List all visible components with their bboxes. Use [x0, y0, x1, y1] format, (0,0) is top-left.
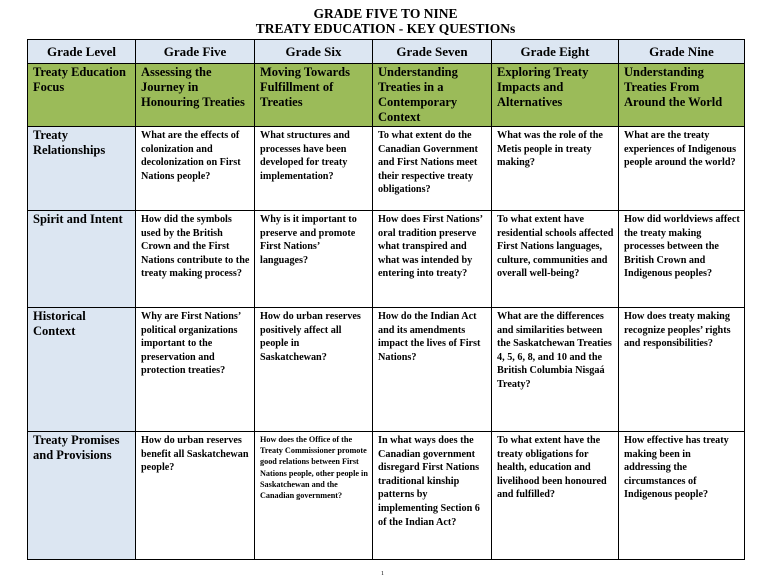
header-grade-nine: Grade Nine [619, 40, 745, 64]
table-cell: Moving Towards Fulfillment of Treaties [255, 64, 373, 127]
table-cell: To what extent have residential schools affected First Nations languages, culture, communities and overall well-being? [492, 211, 619, 308]
header-grade-five: Grade Five [136, 40, 255, 64]
table-cell: What are the treaty experiences of Indigenous people around the world? [619, 127, 745, 211]
table-cell: How does First Nations’ oral tradition preserve what transpired and what was intended by entering into treaty? [373, 211, 492, 308]
table-cell: Understanding Treaties in a Contemporary Context [373, 64, 492, 127]
table-cell: How did worldviews affect the treaty making processes between the British Crown and Indigenous peoples? [619, 211, 745, 308]
table-cell: To what extent have the treaty obligations for health, education and livelihood been honoured and fulfilled? [492, 432, 619, 560]
row-label: Treaty Relationships [28, 127, 136, 211]
table-cell: Understanding Treaties From Around the World [619, 64, 745, 127]
table-cell: How do urban reserves positively affect all people in Saskatchewan? [255, 308, 373, 432]
table-cell: Why are First Nations’ political organizations important to the preservation and protection treaties? [136, 308, 255, 432]
header-row [28, 40, 745, 64]
table-cell: What are the differences and similarities between the Saskatchewan Treaties 4, 5, 6, 8, and 10 and the British Columbia Nisgaá Treaty? [492, 308, 619, 432]
page-subtitle: TREATY EDUCATION - KEY QUESTIONs [255, 21, 516, 36]
row-label: Treaty Promises and Provisions [28, 432, 136, 560]
table-cell: How does treaty making recognize peoples’ rights and responsibilities? [619, 308, 745, 432]
row-spirit-and-intent [28, 211, 745, 308]
row-treaty-relationships [28, 127, 745, 211]
table-cell: What are the effects of colonization and decolonization on First Nations people? [136, 127, 255, 211]
row-historical-context [28, 308, 745, 432]
row-label: Treaty Education Focus [28, 64, 136, 127]
table-cell: What structures and processes have been developed for treaty implementation? [255, 127, 373, 211]
table-cell: Why is it important to preserve and promote First Nations’ languages? [255, 211, 373, 308]
table-cell: How did the symbols used by the British Crown and the First Nations contribute to the treaty making process? [136, 211, 255, 308]
header-grade-eight: Grade Eight [492, 40, 619, 64]
row-label: Historical Context [28, 308, 136, 432]
table-cell: How do urban reserves benefit all Saskatchewan people? [136, 432, 255, 560]
row-treaty-promises-and-provisions [28, 432, 745, 560]
table-cell: How do the Indian Act and its amendments impact the lives of First Nations? [373, 308, 492, 432]
header-grade-level: Grade Level [28, 40, 136, 64]
table-cell: How does the Office of the Treaty Commissioner promote good relations between First Nations people, other people in Saskatchewan and the Canadian government? [255, 432, 373, 560]
table-cell: Assessing the Journey in Honouring Treaties [136, 64, 255, 127]
page-title: GRADE FIVE TO NINE [313, 6, 458, 21]
row-treaty-education-focus [28, 64, 745, 127]
table-cell: Exploring Treaty Impacts and Alternatives [492, 64, 619, 127]
table-cell: In what ways does the Canadian government disregard First Nations traditional kinship patterns by implementing Section 6 of the Indian Act? [373, 432, 492, 560]
table-cell: What was the role of the Metis people in treaty making? [492, 127, 619, 211]
header-grade-seven: Grade Seven [373, 40, 492, 64]
page-number: 1 [381, 571, 384, 577]
key-questions-table [27, 39, 745, 560]
header-grade-six: Grade Six [255, 40, 373, 64]
table-cell: How effective has treaty making been in addressing the circumstances of Indigenous people? [619, 432, 745, 560]
row-label: Spirit and Intent [28, 211, 136, 308]
table-cell: To what extent do the Canadian Government and First Nations meet their respective treaty obligations? [373, 127, 492, 211]
